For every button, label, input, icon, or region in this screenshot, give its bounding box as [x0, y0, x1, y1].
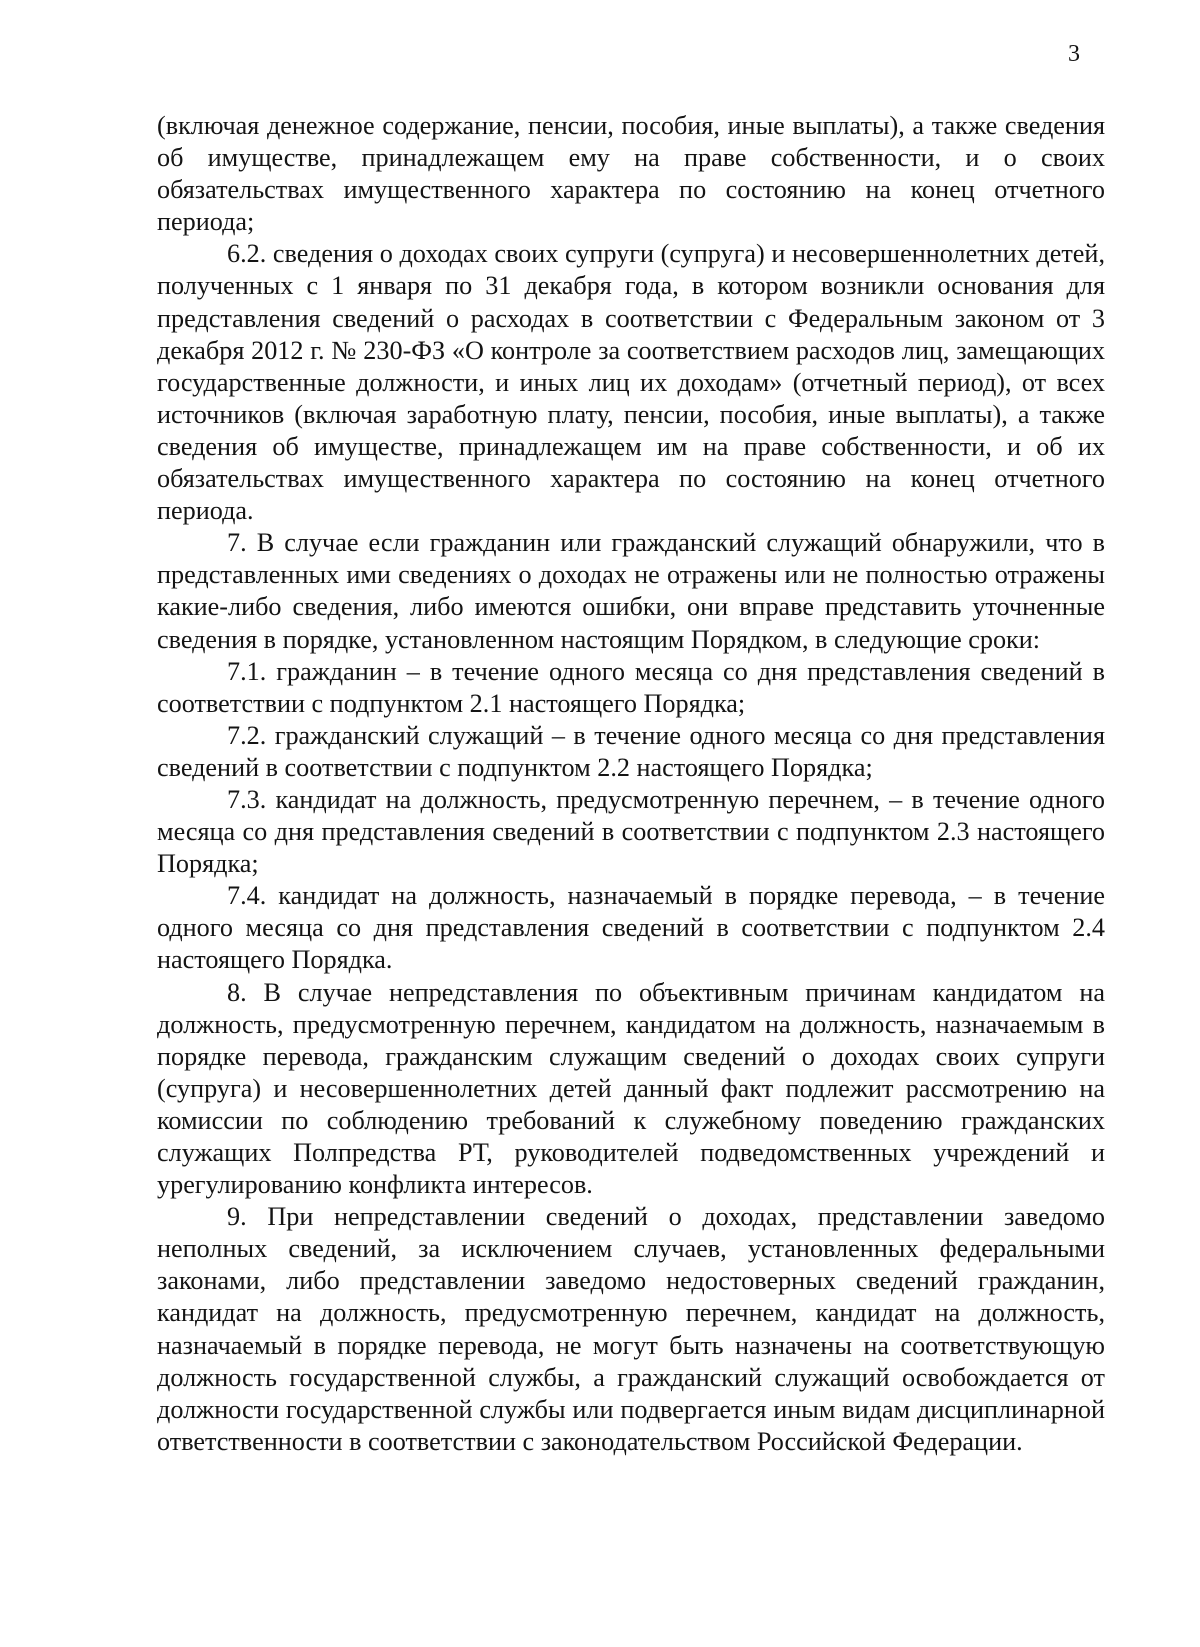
- paragraph-7-3: 7.3. кандидат на должность, предусмотренную перечнем, – в течение одного месяца со дня представления сведений в соответствии с подпунктом 2.3 настоящего Порядка;: [157, 784, 1105, 879]
- paragraph-7-4: 7.4. кандидат на должность, назначаемый в порядке перевода, – в течение одного месяца со дня представления сведений в соответствии с подпунктом 2.4 настоящего Порядка.: [157, 881, 1105, 975]
- paragraph-6-2: 6.2. сведения о доходах своих супруги (супруга) и несовершеннолетних детей, полученных с 1 января по 31 декабря года, в котором возникли основания для представления сведений о расходах в соответствии с Федеральным законом от 3 декабря 2012 г. № 230-ФЗ «О контроле за соответствием расходов лиц, замещающих государственные должности, и иных лиц их доходам» (отчетный период), от всех источников (включая заработную плату, пенсии, пособия, иные выплаты), а также сведения об имуществе, принадлежащем им на праве собственности, и об их обязательствах имущественного характера по состоянию на конец отчетного периода.: [157, 239, 1105, 526]
- paragraph-continuation: (включая денежное содержание, пенсии, пособия, иные выплаты), а также сведения об имуществе, принадлежащем ему на праве собственности, и о своих обязательствах имущественного характера по состоянию на конец отчетного периода;: [157, 111, 1105, 237]
- paragraph-8: 8. В случае непредставления по объективным причинам кандидатом на должность, предусмотренную перечнем, кандидатом на должность, назначаемым в порядке перевода, гражданским служащим сведений о доходах своих супруги (супруга) и несовершеннолетних детей данный факт подлежит рассмотрению на комиссии по соблюдению требований к служебному поведению гражданских служащих Полпредства РТ, руководителей подведомственных учреждений и урегулированию конфликта интересов.: [157, 977, 1105, 1200]
- paragraph-7-2: 7.2. гражданский служащий – в течение одного месяца со дня представления сведений в соответствии с подпунктом 2.2 настоящего Порядка;: [157, 720, 1105, 782]
- document-body: [157, 110, 1105, 1458]
- page-number: 3: [1068, 41, 1080, 67]
- paragraph-7: 7. В случае если гражданин или гражданский служащий обнаружили, что в представленных ими сведениях о доходах не отражены или не полностью отражены какие-либо сведения, либо имеются ошибки, они вправе представить уточненные сведения в порядке, установленном настоящим Порядком, в следующие сроки:: [157, 528, 1105, 654]
- paragraph-7-1: 7.1. гражданин – в течение одного месяца со дня представления сведений в соответствии с подпунктом 2.1 настоящего Порядка;: [157, 656, 1105, 718]
- paragraph-9: 9. При непредставлении сведений о доходах, представлении заведомо неполных сведений, за исключением случаев, установленных федеральными законами, либо представлении заведомо недостоверных сведений гражданин, кандидат на должность, предусмотренную перечнем, кандидат на должность, назначаемый в порядке перевода, не могут быть назначены на соответствующую должность государственной службы, а гражданский служащий освобождается от должности государственной службы или подвергается иным видам дисциплинарной ответственности в соответствии с законодательством Российской Федерации.: [157, 1202, 1105, 1456]
